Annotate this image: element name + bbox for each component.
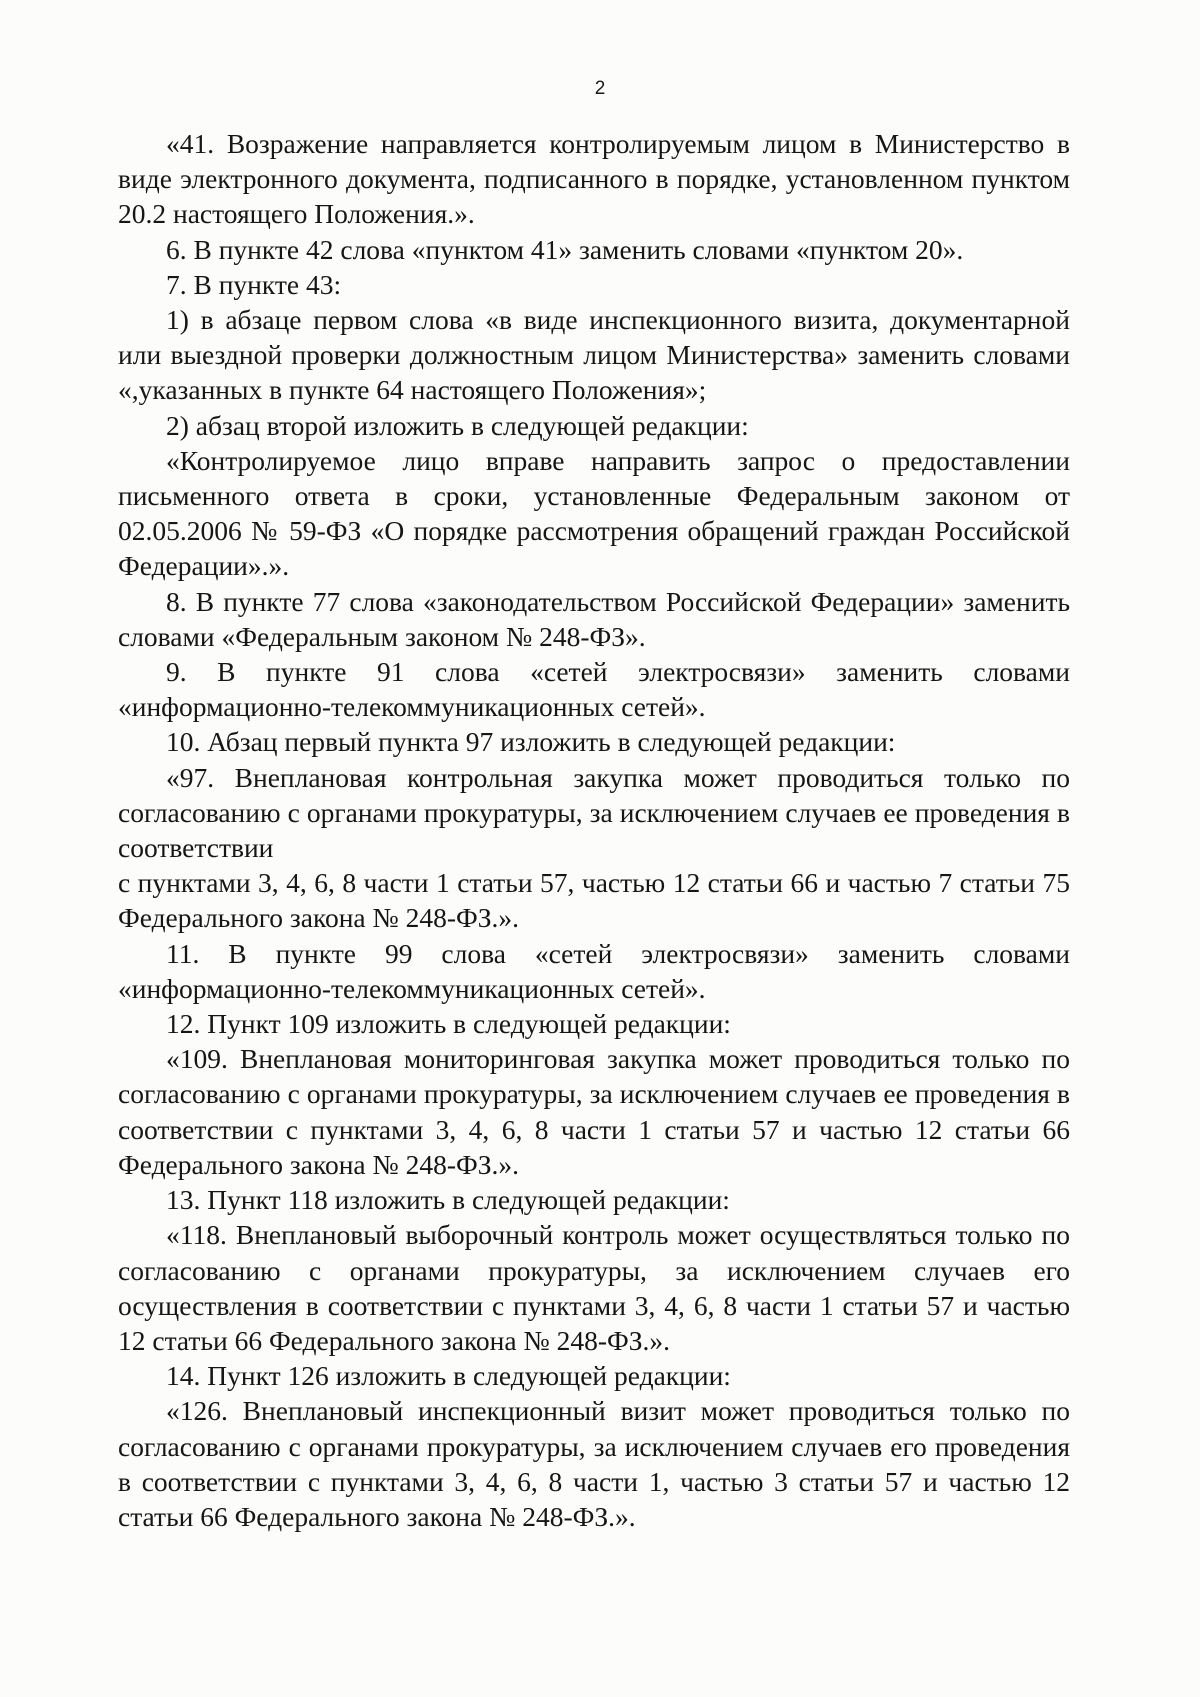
document-body (118, 126, 1070, 1534)
paragraph-item-14: 14. Пункт 126 изложить в следующей редакции: (166, 1360, 731, 1392)
paragraph-item-12: 12. Пункт 109 изложить в следующей редакции: (166, 1008, 731, 1040)
paragraph-item-7-sub-2: 2) абзац второй изложить в следующей редакции: (166, 409, 749, 441)
paragraph-quote-controlled-person: «Контролируемое лицо вправе направить запрос о предоставлении письменного ответа в сроки, установленные Федеральным законом от 02.05.2006 № 59-ФЗ «О порядке рассмотрения обращений граждан Российской Федерации».». (118, 444, 1070, 582)
paragraph-126-text: «126. Внеплановый инспекционный визит может проводиться только по согласованию с органами прокуратуры, за исключением случаев его проведения в соответствии с пунктами 3, 4, 6, 8 части 1, частью 3 статьи 57 и частью 12 статьи 66 Федерального закона № 248-ФЗ.». (118, 1395, 1070, 1532)
paragraph-item-6: 6. В пункте 42 слова «пунктом 41» заменить словами «пунктом 20». (166, 233, 964, 265)
paragraph-item-7: 7. В пункте 43: (166, 268, 342, 300)
paragraph-97-continuation: с пунктами 3, 4, 6, 8 части 1 статьи 57, частью 12 статьи 66 и частью 7 статьи 75 Федерального закона № 248-ФЗ.». (118, 867, 1070, 934)
paragraph-item-10: 10. Абзац первый пункта 97 изложить в следующей редакции: (166, 726, 896, 758)
paragraph-item-9: 9. В пункте 91 слова «сетей электросвязи» заменить словами «информационно-телекоммуникационных сетей». (118, 656, 1070, 723)
paragraph-item-7-sub-1: 1) в абзаце первом слова «в виде инспекционного визита, документарной или выездной проверки должностным лицом Министерства» заменить словами «,указанных в пункте 64 настоящего Положения»; (118, 304, 1070, 406)
paragraph-109-text: «109. Внеплановая мониторинговая закупка может проводиться только по согласованию с органами прокуратуры, за исключением случаев ее проведения в соответствии с пунктами 3, 4, 6, 8 части 1 статьи 57 и частью 12 статьи 66 Федерального закона № 248-ФЗ.». (118, 1043, 1070, 1180)
paragraph-item-11: 11. В пункте 99 слова «сетей электросвязи» заменить словами «информационно-телекоммуникационных сетей». (118, 937, 1070, 1004)
paragraph-item-8: 8. В пункте 77 слова «законодательством Российской Федерации» заменить словами «Федеральным законом № 248-ФЗ». (118, 585, 1070, 652)
paragraph-97-text: «97. Внеплановая контрольная закупка может проводиться только по согласованию с органами прокуратуры, за исключением случаев ее проведения в соответствии (118, 761, 1070, 864)
paragraph-41-text: «41. Возражение направляется контролируемым лицом в Министерство в виде электронного документа, подписанного в порядке, установленном пунктом 20.2 настоящего Положения.». (118, 128, 1070, 230)
page-number: 2 (594, 78, 606, 99)
paragraph-118-text: «118. Внеплановый выборочный контроль может осуществляться только по согласованию с органами прокуратуры, за исключением случаев его осуществления в соответствии с пунктами 3, 4, 6, 8 части 1 статьи 57 и частью 12 статьи 66 Федерального закона № 248-ФЗ.». (118, 1219, 1070, 1356)
paragraph-item-13: 13. Пункт 118 изложить в следующей редакции: (166, 1184, 730, 1216)
